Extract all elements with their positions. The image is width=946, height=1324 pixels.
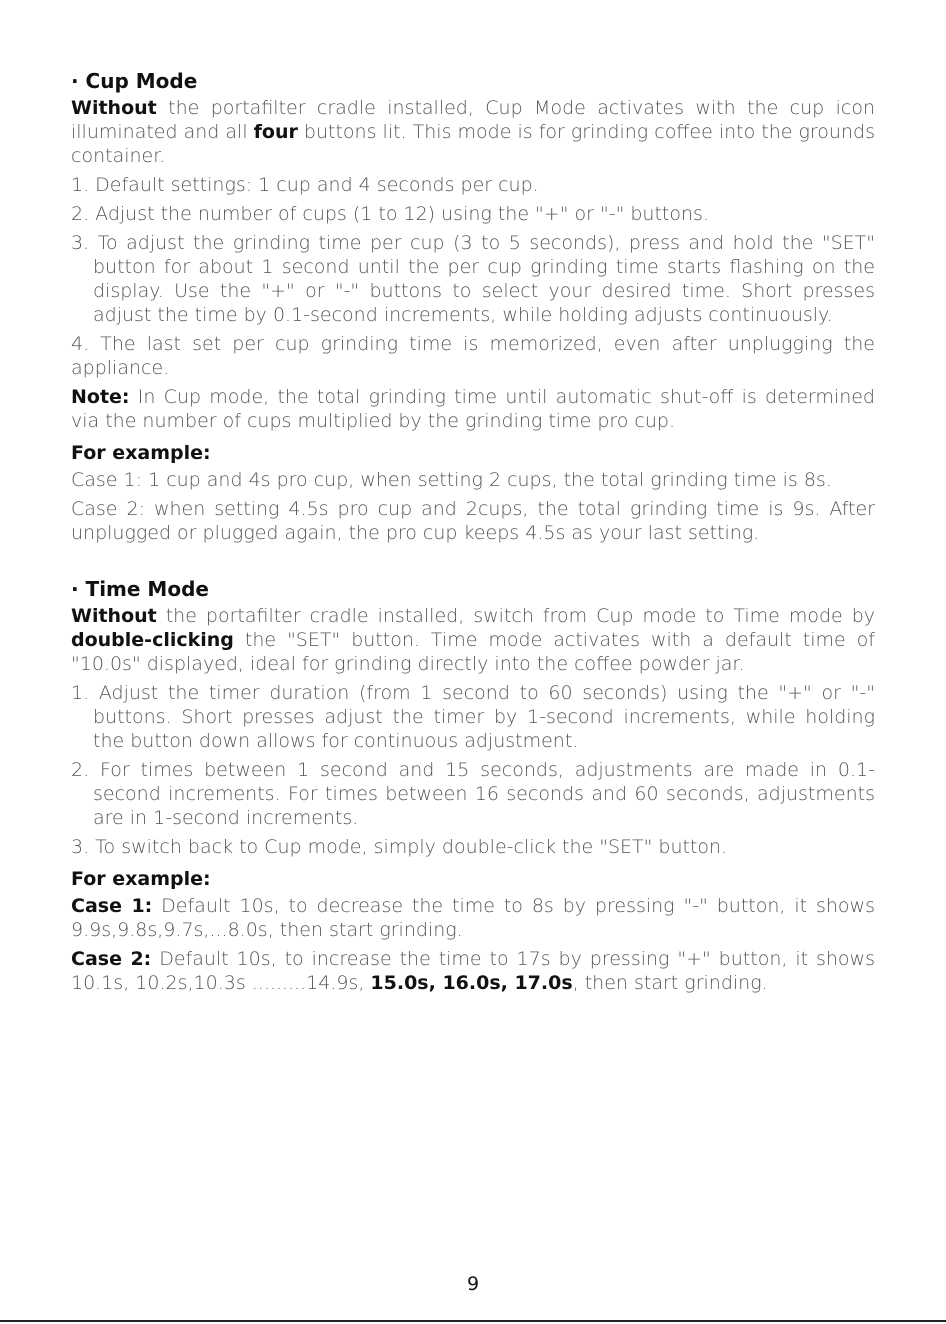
bold-term: double-clicking [71, 629, 234, 651]
case-label: Case 2: [71, 948, 152, 970]
intro-text: buttons lit. This mode is for grinding coffee into the grounds container. [71, 121, 875, 167]
cup-mode-step-3: 3. To adjust the grinding time per cup (3 to 5 seconds), press and hold the "SET" button for about 1 second until the per cup grinding time starts flashing on the display. Use the "+" or "-" buttons to select your desired time. Short presses adjust the time by 0.1-second increments, while holding adjusts continuously. [71, 232, 875, 326]
cup-mode-step-2: 2. Adjust the number of cups (1 to 12) using the "+" or "-" buttons. [71, 203, 709, 225]
case-bold-values: 15.0s, 16.0s, 17.0s [370, 972, 573, 994]
time-mode-example-heading: For example: [71, 868, 211, 890]
time-mode-intro [71, 604, 875, 676]
cup-mode-case-1: Case 1: 1 cup and 4s pro cup, when setting 2 cups, the total grinding time is 8s. [71, 469, 832, 491]
time-mode-case-1 [71, 894, 875, 942]
page-number: 9 [466, 1273, 480, 1295]
cup-mode-case-2: Case 2: when setting 4.5s pro cup and 2cups, the total grinding time is 9s. After unplugged or plugged again, the pro cup keeps 4.5s as your last setting. [71, 498, 875, 544]
intro-text: the portafilter cradle installed, switch from Cup mode to Time mode by [156, 605, 875, 627]
bold-term: four [253, 121, 298, 143]
bottom-divider [0, 1320, 946, 1322]
bold-term: Without [71, 97, 157, 119]
intro-text: the portafilter cradle installed, Cup Mode activates with the cup icon illuminated and all [71, 97, 875, 143]
time-mode-step-2: 2. For times between 1 second and 15 seconds, adjustments are made in 0.1-second increments. For times between 16 seconds and 60 seconds, adjustments are in 1-second increments. [71, 759, 875, 829]
note-text: In Cup mode, the total grinding time until automatic shut-off is determined via the number of cups multiplied by the grinding time pro cup. [71, 386, 875, 432]
time-mode-step-3: 3. To switch back to Cup mode, simply double-click the "SET" button. [71, 836, 728, 858]
note-label: Note: [71, 386, 130, 408]
cup-mode-note [71, 385, 875, 433]
case-tail: , then start grinding. [572, 972, 768, 994]
intro-text: the "SET" button. Time mode activates with a default time of "10.0s" displayed, ideal for grinding directly into the coffee powder jar. [71, 629, 875, 675]
cup-mode-example-heading: For example: [71, 442, 211, 464]
document-body [71, 66, 875, 1000]
cup-mode-intro [71, 96, 875, 168]
case-text: Default 10s, to decrease the time to 8s by pressing "-" button, it shows 9.9s,9.8s,9.7s,...8.0s, then start grinding. [71, 895, 875, 941]
time-mode-case-2 [71, 947, 875, 995]
bold-term: Without [71, 605, 157, 627]
time-mode-heading: · Time Mode [71, 577, 209, 601]
cup-mode-heading: · Cup Mode [71, 69, 198, 93]
case-text: Default 10s, to increase the time to 17s by pressing "+" button, it shows 10.1s, 10.2s,10.3s .........14.9s, [71, 948, 875, 994]
case-label: Case 1: [71, 895, 153, 917]
cup-mode-step-1: 1. Default settings: 1 cup and 4 seconds per cup. [71, 174, 539, 196]
cup-mode-step-4: 4. The last set per cup grinding time is memorized, even after unplugging the appliance. [71, 333, 875, 379]
time-mode-step-1: 1. Adjust the timer duration (from 1 second to 60 seconds) using the "+" or "-" buttons. Short presses adjust the timer by 1-second increments, while holding the button down allows for continuous adjustment. [71, 682, 875, 752]
